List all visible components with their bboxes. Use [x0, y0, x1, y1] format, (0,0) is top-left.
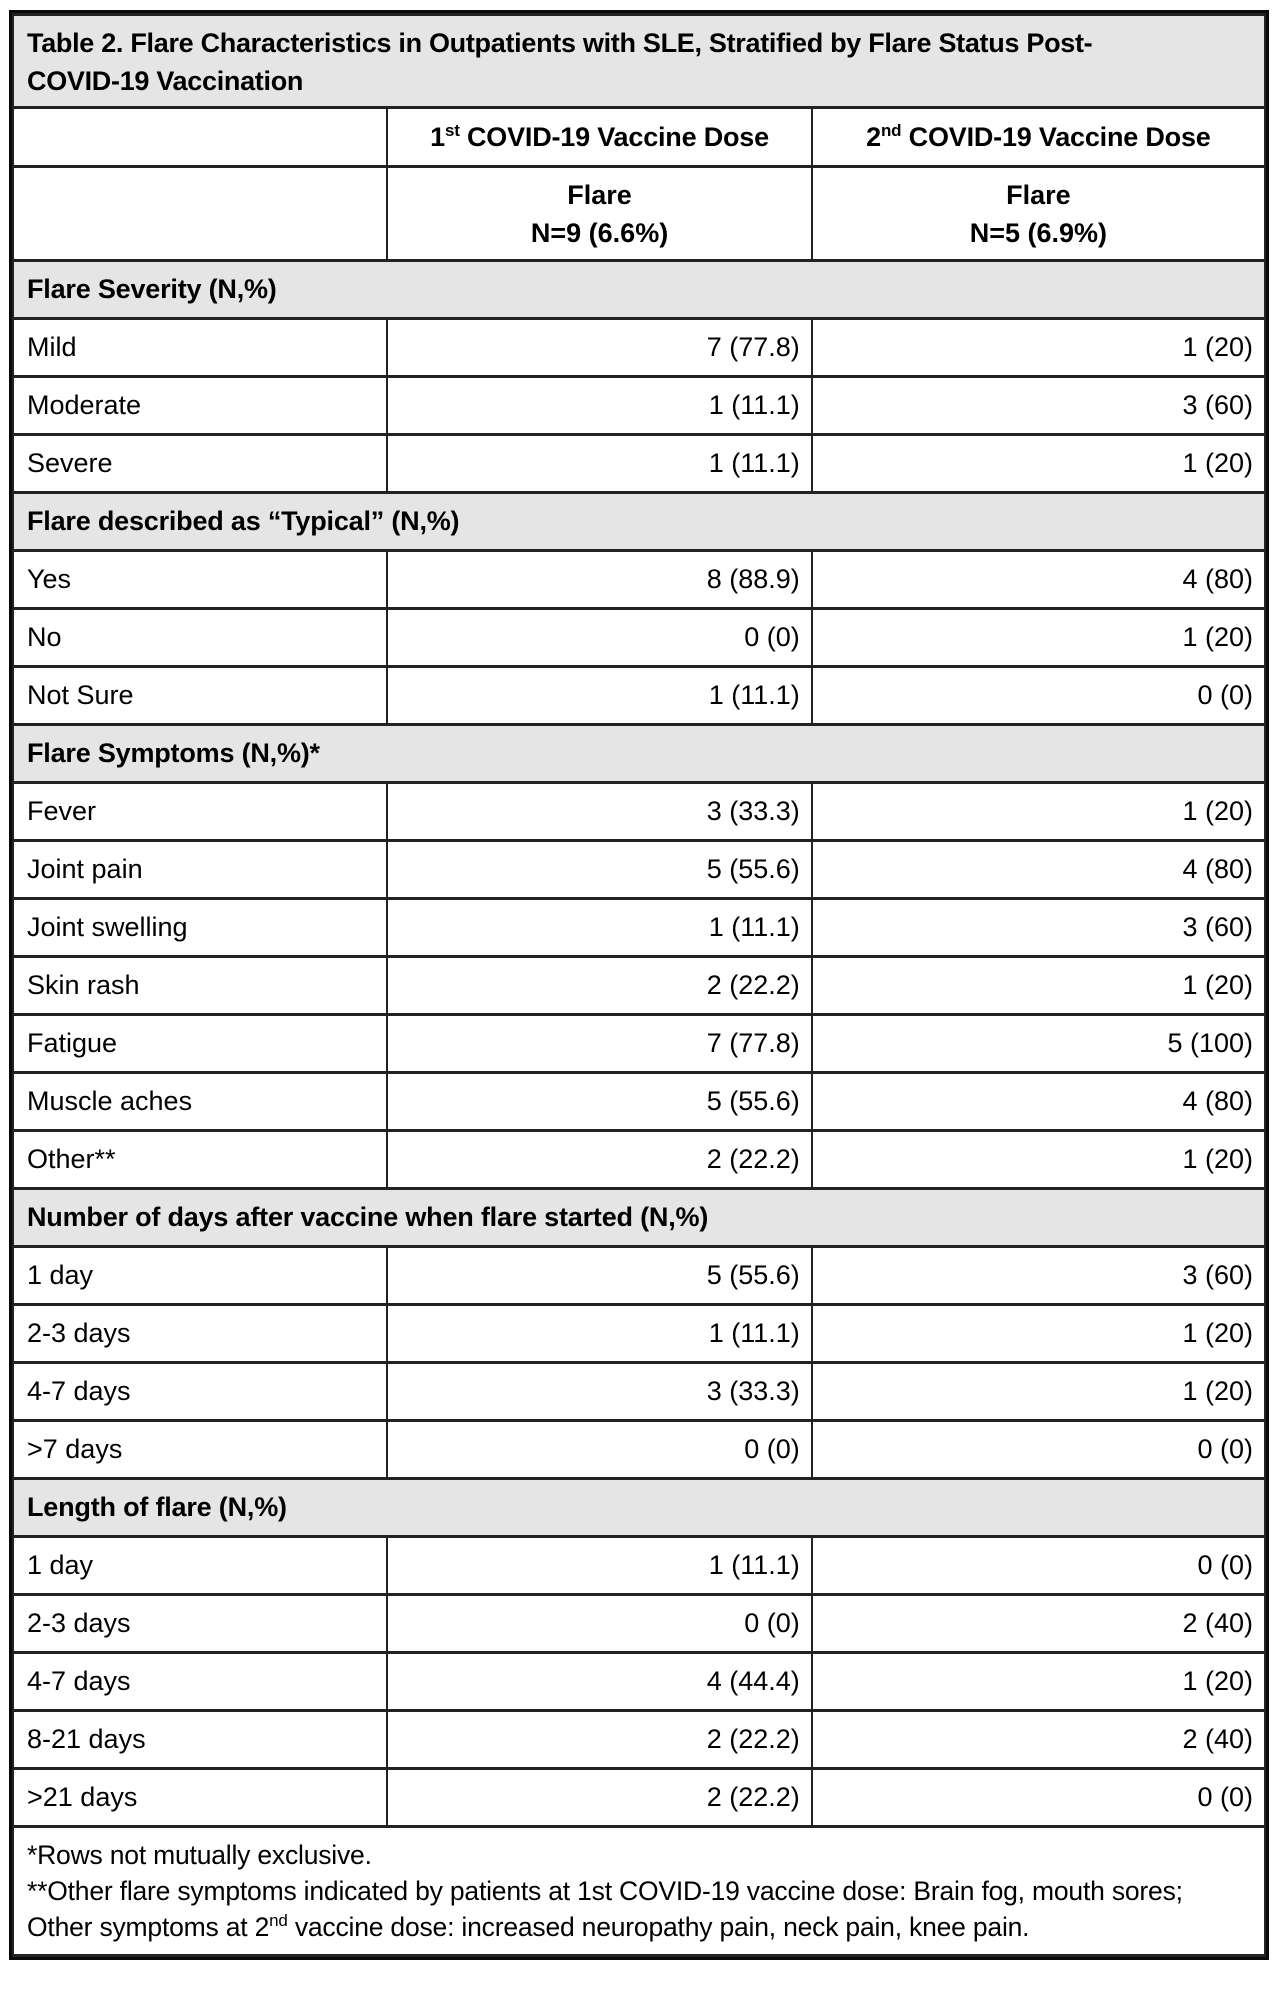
dose-2-value: 3 (60)	[812, 899, 1265, 957]
dose-2-value: 3 (60)	[812, 377, 1265, 435]
dose-1-value: 0 (0)	[387, 1595, 811, 1653]
dose-2-value: 1 (20)	[812, 609, 1265, 667]
dose-2-value: 1 (20)	[812, 1653, 1265, 1711]
dose-1-value: 1 (11.1)	[387, 1537, 811, 1595]
section-label: Flare Symptoms (N,%)*	[13, 725, 1265, 783]
flare-label: Flare	[1006, 179, 1071, 210]
ordinal-superscript: nd	[880, 120, 902, 140]
row-label: Fever	[13, 783, 387, 841]
footnotes	[13, 1827, 1265, 1956]
table-foot	[13, 1827, 1265, 1956]
dose-1-value: 1 (11.1)	[387, 377, 811, 435]
table-row	[13, 1131, 1265, 1189]
row-label: Joint swelling	[13, 899, 387, 957]
dose-2-value: 4 (80)	[812, 841, 1265, 899]
dose-2-value: 5 (100)	[812, 1015, 1265, 1073]
dose-2-value: 1 (20)	[812, 1131, 1265, 1189]
flare-characteristics-table	[9, 10, 1269, 1960]
title-row	[13, 15, 1265, 108]
table-row	[13, 1537, 1265, 1595]
table-title-line-1: Table 2. Flare Characteristics in Outpatients with SLE, Stratified by Flare Status Post-	[27, 28, 1093, 58]
dose-1-value: 7 (77.8)	[387, 319, 811, 377]
table-row	[13, 1015, 1265, 1073]
dose-2-value: 2 (40)	[812, 1711, 1265, 1769]
dose-1-value: 0 (0)	[387, 1421, 811, 1479]
dose-2-value: 0 (0)	[812, 1421, 1265, 1479]
table-row	[13, 609, 1265, 667]
dose-1-value: 2 (22.2)	[387, 1711, 811, 1769]
row-label: Moderate	[13, 377, 387, 435]
table-row	[13, 1073, 1265, 1131]
table-row	[13, 319, 1265, 377]
dose-1-value: 0 (0)	[387, 609, 811, 667]
empty-header-cell	[13, 167, 387, 261]
dose-1-value: 3 (33.3)	[387, 1363, 811, 1421]
dose-2-value: 1 (20)	[812, 783, 1265, 841]
dose-1-value: 3 (33.3)	[387, 783, 811, 841]
section-label: Flare Severity (N,%)	[13, 261, 1265, 319]
dose-2-value: 1 (20)	[812, 319, 1265, 377]
dose-1-number: 1	[430, 121, 445, 152]
table-row	[13, 377, 1265, 435]
table-row	[13, 1363, 1265, 1421]
dose-1-value: 5 (55.6)	[387, 1073, 811, 1131]
row-label: Fatigue	[13, 1015, 387, 1073]
table-row	[13, 1421, 1265, 1479]
section-row	[13, 725, 1265, 783]
column-header-dose-1	[387, 108, 811, 167]
row-label: Skin rash	[13, 957, 387, 1015]
dose-2-value: 1 (20)	[812, 957, 1265, 1015]
table-row	[13, 551, 1265, 609]
footnote-row	[13, 1827, 1265, 1956]
section-row	[13, 1479, 1265, 1537]
section-label: Length of flare (N,%)	[13, 1479, 1265, 1537]
dose-2-value: 4 (80)	[812, 1073, 1265, 1131]
footnote-line-1: *Rows not mutually exclusive.	[27, 1840, 372, 1870]
table-title	[13, 15, 1265, 108]
section-label: Flare described as “Typical” (N,%)	[13, 493, 1265, 551]
section-row	[13, 261, 1265, 319]
footnote-line-3-rest: vaccine dose: increased neuropathy pain, neck pain, knee pain.	[287, 1912, 1030, 1942]
table-row	[13, 957, 1265, 1015]
section-row	[13, 1189, 1265, 1247]
row-label: 2-3 days	[13, 1305, 387, 1363]
footnote-line-2: **Other flare symptoms indicated by patients at 1st COVID-19 vaccine dose: Brain fog, mouth sores;	[27, 1876, 1183, 1906]
table-row	[13, 1247, 1265, 1305]
dose-1-value: 1 (11.1)	[387, 1305, 811, 1363]
table-row	[13, 841, 1265, 899]
dose-1-value: 2 (22.2)	[387, 1769, 811, 1827]
row-label: Other**	[13, 1131, 387, 1189]
dose-2-value: 3 (60)	[812, 1247, 1265, 1305]
row-label: Mild	[13, 319, 387, 377]
dose-2-value: 1 (20)	[812, 435, 1265, 493]
table-row	[13, 435, 1265, 493]
row-label: 4-7 days	[13, 1653, 387, 1711]
flare-n-value: N=9 (6.6%)	[530, 217, 669, 248]
dose-1-value: 5 (55.6)	[387, 841, 811, 899]
table-row	[13, 1305, 1265, 1363]
row-label: 8-21 days	[13, 1711, 387, 1769]
dose-1-value: 1 (11.1)	[387, 667, 811, 725]
row-label: 1 day	[13, 1537, 387, 1595]
dose-2-value: 1 (20)	[812, 1305, 1265, 1363]
table-row	[13, 783, 1265, 841]
dose-1-value: 1 (11.1)	[387, 435, 811, 493]
row-label: >21 days	[13, 1769, 387, 1827]
dose-2-text: COVID-19 Vaccine Dose	[901, 121, 1211, 152]
row-label: 1 day	[13, 1247, 387, 1305]
section-label: Number of days after vaccine when flare started (N,%)	[13, 1189, 1265, 1247]
table-row	[13, 899, 1265, 957]
dose-2-number: 2	[866, 121, 881, 152]
table-body	[13, 261, 1265, 1827]
flare-n-header-dose-1	[387, 167, 811, 261]
section-row	[13, 493, 1265, 551]
empty-header-cell	[13, 108, 387, 167]
row-label: 4-7 days	[13, 1363, 387, 1421]
flare-n-header-row	[13, 167, 1265, 261]
row-label: Severe	[13, 435, 387, 493]
footnote-line-3: Other symptoms at 2	[27, 1912, 270, 1942]
dose-1-text: COVID-19 Vaccine Dose	[459, 121, 769, 152]
row-label: >7 days	[13, 1421, 387, 1479]
table-head	[13, 15, 1265, 261]
dose-1-value: 2 (22.2)	[387, 1131, 811, 1189]
row-label: Joint pain	[13, 841, 387, 899]
flare-n-value: N=5 (6.9%)	[969, 217, 1108, 248]
row-label: Yes	[13, 551, 387, 609]
row-label: Not Sure	[13, 667, 387, 725]
ordinal-superscript: st	[444, 120, 460, 140]
flare-label: Flare	[567, 179, 632, 210]
dose-header-row	[13, 108, 1265, 167]
table-2	[12, 13, 1266, 1957]
dose-1-value: 8 (88.9)	[387, 551, 811, 609]
column-header-dose-2	[812, 108, 1265, 167]
dose-1-value: 7 (77.8)	[387, 1015, 811, 1073]
dose-2-value: 1 (20)	[812, 1363, 1265, 1421]
dose-1-value: 2 (22.2)	[387, 957, 811, 1015]
row-label: Muscle aches	[13, 1073, 387, 1131]
table-row	[13, 1595, 1265, 1653]
table-row	[13, 1653, 1265, 1711]
row-label: 2-3 days	[13, 1595, 387, 1653]
dose-2-value: 4 (80)	[812, 551, 1265, 609]
dose-2-value: 0 (0)	[812, 667, 1265, 725]
row-label: No	[13, 609, 387, 667]
dose-1-value: 1 (11.1)	[387, 899, 811, 957]
ordinal-superscript: nd	[269, 1911, 288, 1931]
table-row	[13, 667, 1265, 725]
dose-2-value: 0 (0)	[812, 1537, 1265, 1595]
dose-1-value: 4 (44.4)	[387, 1653, 811, 1711]
table-row	[13, 1711, 1265, 1769]
dose-2-value: 2 (40)	[812, 1595, 1265, 1653]
table-row	[13, 1769, 1265, 1827]
flare-n-header-dose-2	[812, 167, 1265, 261]
table-title-line-2: COVID-19 Vaccination	[27, 66, 304, 96]
dose-1-value: 5 (55.6)	[387, 1247, 811, 1305]
dose-2-value: 0 (0)	[812, 1769, 1265, 1827]
